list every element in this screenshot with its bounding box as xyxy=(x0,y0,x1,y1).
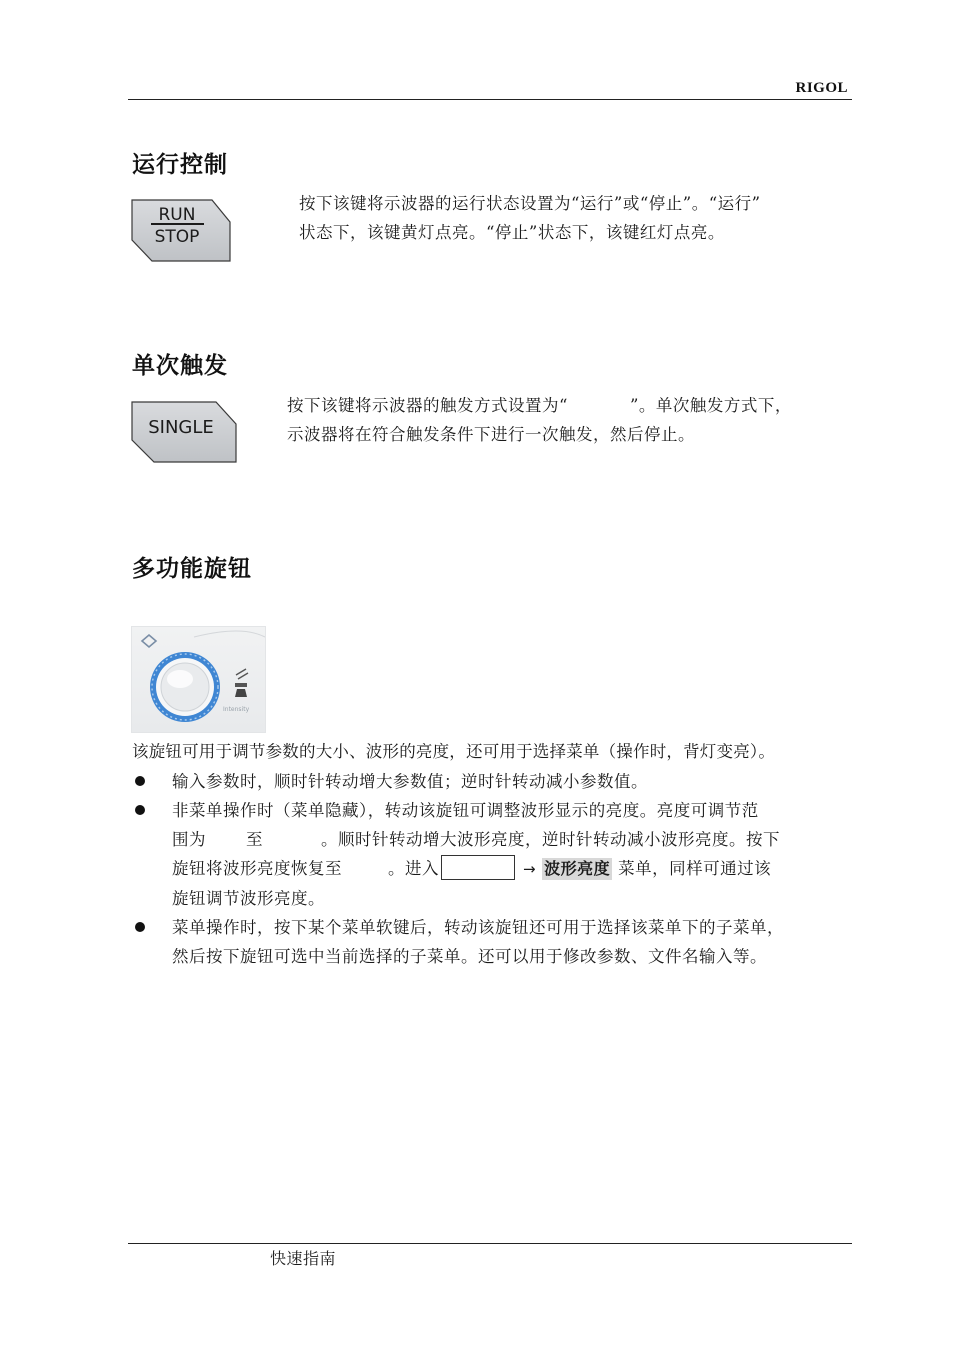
single-desc-line1-b: ”。单次触发方式下， xyxy=(629,396,792,415)
bullet3-line1: 菜单操作时，按下某个菜单软键后，转动该旋钮还可用于选择该菜单下的子菜单， xyxy=(172,918,784,937)
right-arrow-icon: → xyxy=(523,860,537,878)
run-stop-desc-line1: 按下该键将示波器的运行状态设置为“运行”或“停止”。“运行” xyxy=(299,194,761,213)
footer-title: 快速指南 xyxy=(270,1249,337,1268)
single-desc-line2: 示波器将在符合触发条件下进行一次触发，然后停止。 xyxy=(287,425,695,444)
single-key xyxy=(130,400,238,463)
bullet1-text: 输入参数时，顺时针转动增大参数值；逆时针转动减小参数值。 xyxy=(172,772,648,791)
bullet2-line2-b: 至 xyxy=(246,830,263,849)
bullet2-line3-b: 。进入 xyxy=(388,859,439,878)
bullet2-line4: 旋钮调节波形亮度。 xyxy=(172,889,325,908)
single-description xyxy=(287,391,851,449)
menu-label-waveform-intensity: 波形亮度 xyxy=(544,859,611,878)
run-stop-description xyxy=(299,189,851,247)
brand-logo: RIGOL xyxy=(795,80,848,96)
list-item xyxy=(132,913,850,971)
bullet2-line2-c: 。顺时针转动增大波形亮度，逆时针转动减小波形亮度。按下 xyxy=(321,830,780,849)
section-title-knob: 多功能旋钮 xyxy=(132,556,252,582)
single-desc-line1-a: 按下该键将示波器的触发方式设置为“ xyxy=(287,396,568,415)
bullet2-line2 xyxy=(172,825,850,854)
footer-rule xyxy=(128,1243,852,1244)
single-desc-line1 xyxy=(287,391,851,420)
list-item xyxy=(132,796,850,913)
bullet-dot xyxy=(135,776,145,786)
bullet-dot xyxy=(135,922,145,932)
run-stop-desc-line2: 状态下，该键黄灯点亮。“停止”状态下，该键红灯点亮。 xyxy=(299,223,725,242)
stop-key-label: STOP xyxy=(154,227,200,247)
bullet2-line1: 非菜单操作时（菜单隐藏），转动该旋钮可调整波形显示的亮度。亮度可调节范 xyxy=(172,801,759,820)
section-title-run-stop: 运行控制 xyxy=(132,152,228,178)
bullet2-line2-a: 围为 xyxy=(172,830,206,849)
knob-bullet-list xyxy=(132,767,850,971)
list-item xyxy=(132,767,850,796)
single-key-label: SINGLE xyxy=(148,417,214,438)
intensity-icon xyxy=(235,669,248,697)
bullet2-line3 xyxy=(172,854,850,884)
section-title-single: 单次触发 xyxy=(132,353,228,379)
bullet2-line3-a: 旋钮将波形亮度恢复至 xyxy=(172,859,342,878)
bullet3-line2: 然后按下旋钮可选中当前选择的子菜单。还可以用于修改参数、文件名输入等。 xyxy=(172,947,767,966)
run-key-label: RUN xyxy=(158,205,196,225)
bullet-dot xyxy=(135,805,145,815)
menu-key-frame xyxy=(441,855,515,880)
bullet2-line3-c: 菜单，同样可通过该 xyxy=(618,859,772,878)
intensity-label: Intensity xyxy=(223,706,250,713)
header-rule xyxy=(128,99,852,100)
knob-intro: 该旋钮可用于调节参数的大小、波形的亮度，还可用于选择菜单（操作时，背灯变亮）。 xyxy=(132,742,776,761)
rotate-arrows-icon xyxy=(142,635,156,647)
knob-photo xyxy=(131,626,266,733)
run-stop-key xyxy=(130,198,232,262)
